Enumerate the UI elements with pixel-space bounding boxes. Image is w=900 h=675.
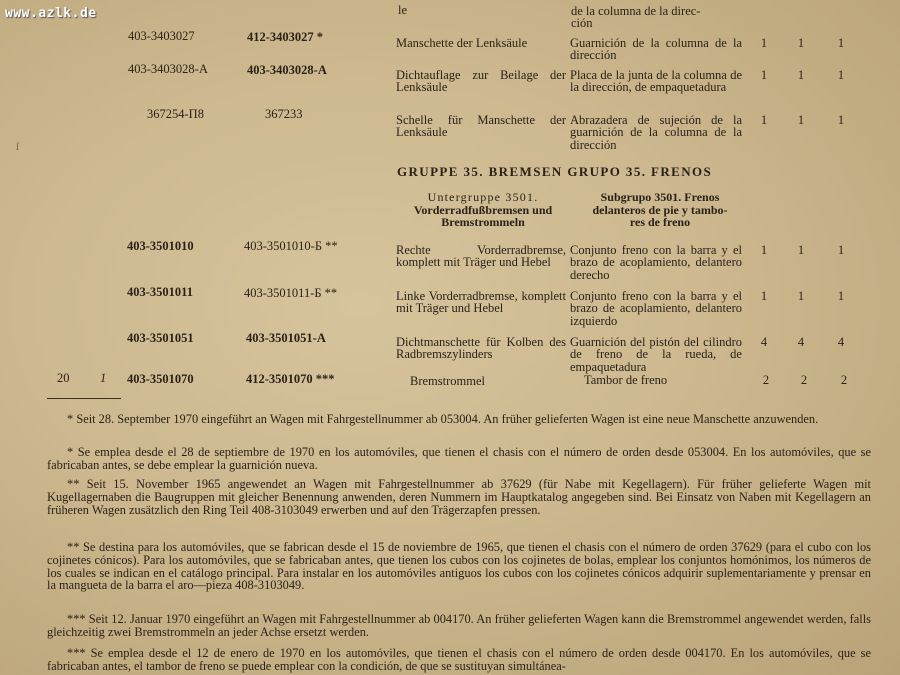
qty-3: 1 (837, 113, 845, 127)
part-reference: 403-3501051-A (246, 331, 326, 345)
qty-3: 1 (837, 289, 845, 303)
subgroup-de-line: Bremstrommeln (441, 215, 525, 230)
qty-1: 1 (760, 289, 768, 303)
part-number: 403-3403027 (128, 29, 195, 43)
description-es: Conjunto freno con la barra y el brazo de acoplamiento, delantero izquierdo (570, 289, 742, 328)
qty-2: 1 (797, 36, 805, 50)
footnote (47, 541, 871, 592)
description-es: Placa de la junta de la columna de la dirección, de empaquetadura (570, 68, 742, 95)
qty-1: 1 (760, 243, 768, 257)
qty-1: 1 (760, 113, 768, 127)
footnote-mark: * (67, 445, 74, 459)
figure-number: 20 (57, 371, 70, 385)
footnote-text: Seit 12. Januar 1970 eingeführt an Wagen mit Fahrgestellnummer ab 004170. An früher gelieferten Wagen kann die Bremstrommel angewendet werden, falls gleichzeitig zwei Bremstrommeln an jeder Achse ersetzt werden. (47, 612, 871, 639)
subgroup-de-line: Vorderradfußbremsen und (413, 202, 553, 217)
qty-2: 2 (800, 373, 808, 387)
footnote-text: Seit 15. November 1965 angewendet an Wagen mit Fahrgestellnummer ab 37629 (für Nabe mit Kegellagern). Für früher gelieferte Wagen mit Kugellagernaben die Baugruppen mit gleicher Benennung anwenden, deren Nummern im Hauptkatalog angegeben sind. Bei Einsatz von Naben mit Kegellagern an früheren Wagen zusätzlich den Ring Teil 408-3103049 erwerben und auf den Trägerzapfen pressen. (47, 477, 871, 517)
description-es: Guarnición de la columna de la dirección (570, 36, 742, 63)
qty-2: 4 (797, 335, 805, 349)
part-number: 403-3501070 (127, 372, 194, 386)
qty-3: 1 (837, 243, 845, 257)
qty-1: 2 (762, 373, 770, 387)
subgroup-es-line: res de freno (629, 215, 691, 230)
watermark: www.azlk.de (5, 6, 97, 21)
description-de: Dichtauflage zur Beilage der Lenksäule (396, 68, 566, 95)
description-de: Bremstrommel (410, 374, 485, 388)
part-reference: 367233 (265, 107, 303, 121)
footnote-mark: ** (67, 540, 80, 554)
footnote-text: Se emplea desde el 12 de enero de 1970 en los automóviles, que tienen el chasis con el número de orden desde 004170. En los automóviles, que se fabricaban antes, el tambor de freno se puede emplear con la condición, de que se sustituyan simultánea- (47, 646, 871, 673)
group-heading: GRUPPE 35. BREMSEN GRUPO 35. FRENOS (397, 164, 713, 179)
description-es: Abrazadera de sujeción de la guarnición de la columna de la dirección (570, 113, 742, 152)
footnote-divider (47, 398, 121, 399)
margin-mark: ſ (16, 142, 19, 153)
footnote-mark: *** (67, 612, 86, 626)
qty-3: 4 (837, 335, 845, 349)
footnote-mark: ** (67, 477, 80, 491)
footnote (47, 413, 871, 426)
footnote (47, 446, 871, 472)
qty-1: 1 (760, 36, 768, 50)
description-de: Linke Vorderradbremse, komplett mit Träger und Hebel (396, 289, 566, 316)
footnote-mark: * (67, 412, 74, 426)
qty-2: 1 (797, 113, 805, 127)
part-reference: 403-3403028-A (247, 63, 327, 77)
footnote (47, 647, 871, 673)
part-number: 367254-П8 (147, 107, 204, 121)
subgroup-es-line: delanteros de pie y tambo- (592, 202, 728, 217)
qty-3: 1 (837, 36, 845, 50)
footnote-text: Seit 28. September 1970 eingeführt an Wagen mit Fahrgestellnummer ab 053004. An früher gelieferten Wagen ist eine neue Manschette anzuwenden. (76, 412, 819, 426)
part-reference: 412-3403027 * (247, 30, 324, 44)
qty-3: 1 (837, 68, 845, 82)
description-es: Tambor de freno (584, 373, 668, 387)
qty-2: 1 (797, 289, 805, 303)
qty-2: 1 (797, 68, 805, 82)
footnote (47, 478, 871, 516)
fragment-de: le (398, 3, 408, 17)
description-de: Manschette der Lenksäule (396, 36, 528, 50)
qty-2: 1 (797, 243, 805, 257)
part-reference: 403-3501011-Б ** (244, 286, 338, 300)
subgroup-heading-de (404, 191, 562, 229)
description-es: Guarnición del pistón del cilindro de freno de la rueda, de empaquetadura (570, 335, 742, 374)
footnote-text: Se emplea desde el 28 de septiembre de 1970 en los automóviles, que tienen el chasis con el número de orden desde 053004. En los automóviles, que se fabricaban antes, se debe emplear la guarnición nueva. (47, 445, 871, 472)
description-de: Rechte Vorderradbremse, komplett mit Träger und Hebel (396, 243, 566, 270)
part-number: 403-3501010 (127, 239, 194, 253)
part-reference: 412-3501070 *** (246, 372, 335, 386)
part-number: 403-3501051 (127, 331, 194, 345)
qty-1: 4 (760, 335, 768, 349)
part-number: 403-3501011 (127, 285, 193, 299)
qty-3: 2 (840, 373, 848, 387)
position-number: 1 (100, 371, 107, 385)
description-de: Schelle für Manschette der Lenksäule (396, 113, 566, 140)
subgroup-de-line: Untergruppe 3501. (427, 190, 539, 204)
subgroup-heading-es (572, 191, 748, 229)
footnote (47, 613, 871, 639)
footnote-text: Se destina para los automóviles, que se fabrican desde el 15 de noviembre de 1965, que tienen el chasis con el número de orden 37629 (para el cubo con los cojinetes cónicos). Para los automóviles, que se fabricaban antes, que tienen los cubos con los cojinetes de bolas, emplear los conjuntos homónimos, los números de los cuales se indican en el catálogo principal. Para instalar en los automóviles antiguos los cubos con los cojinetes cónicos adquirir suplementariamente y prensar en la mangueta de la barra el aro—pieza 408-3103049. (47, 540, 872, 593)
part-number: 403-3403028-A (128, 62, 208, 76)
description-de: Dichtmanschette für Kolben des Radbremszylinders (396, 335, 566, 362)
footnote-mark: *** (67, 646, 86, 660)
fragment-es-1: de la columna de la direc- (571, 4, 701, 18)
subgroup-es-line: Subgrupo 3501. Frenos (600, 190, 720, 204)
qty-1: 1 (760, 68, 768, 82)
description-es: Conjunto freno con la barra y el brazo de acoplamiento, delantero derecho (570, 243, 742, 282)
part-reference: 403-3501010-Б ** (244, 239, 338, 253)
fragment-es-2: ción (571, 16, 593, 30)
